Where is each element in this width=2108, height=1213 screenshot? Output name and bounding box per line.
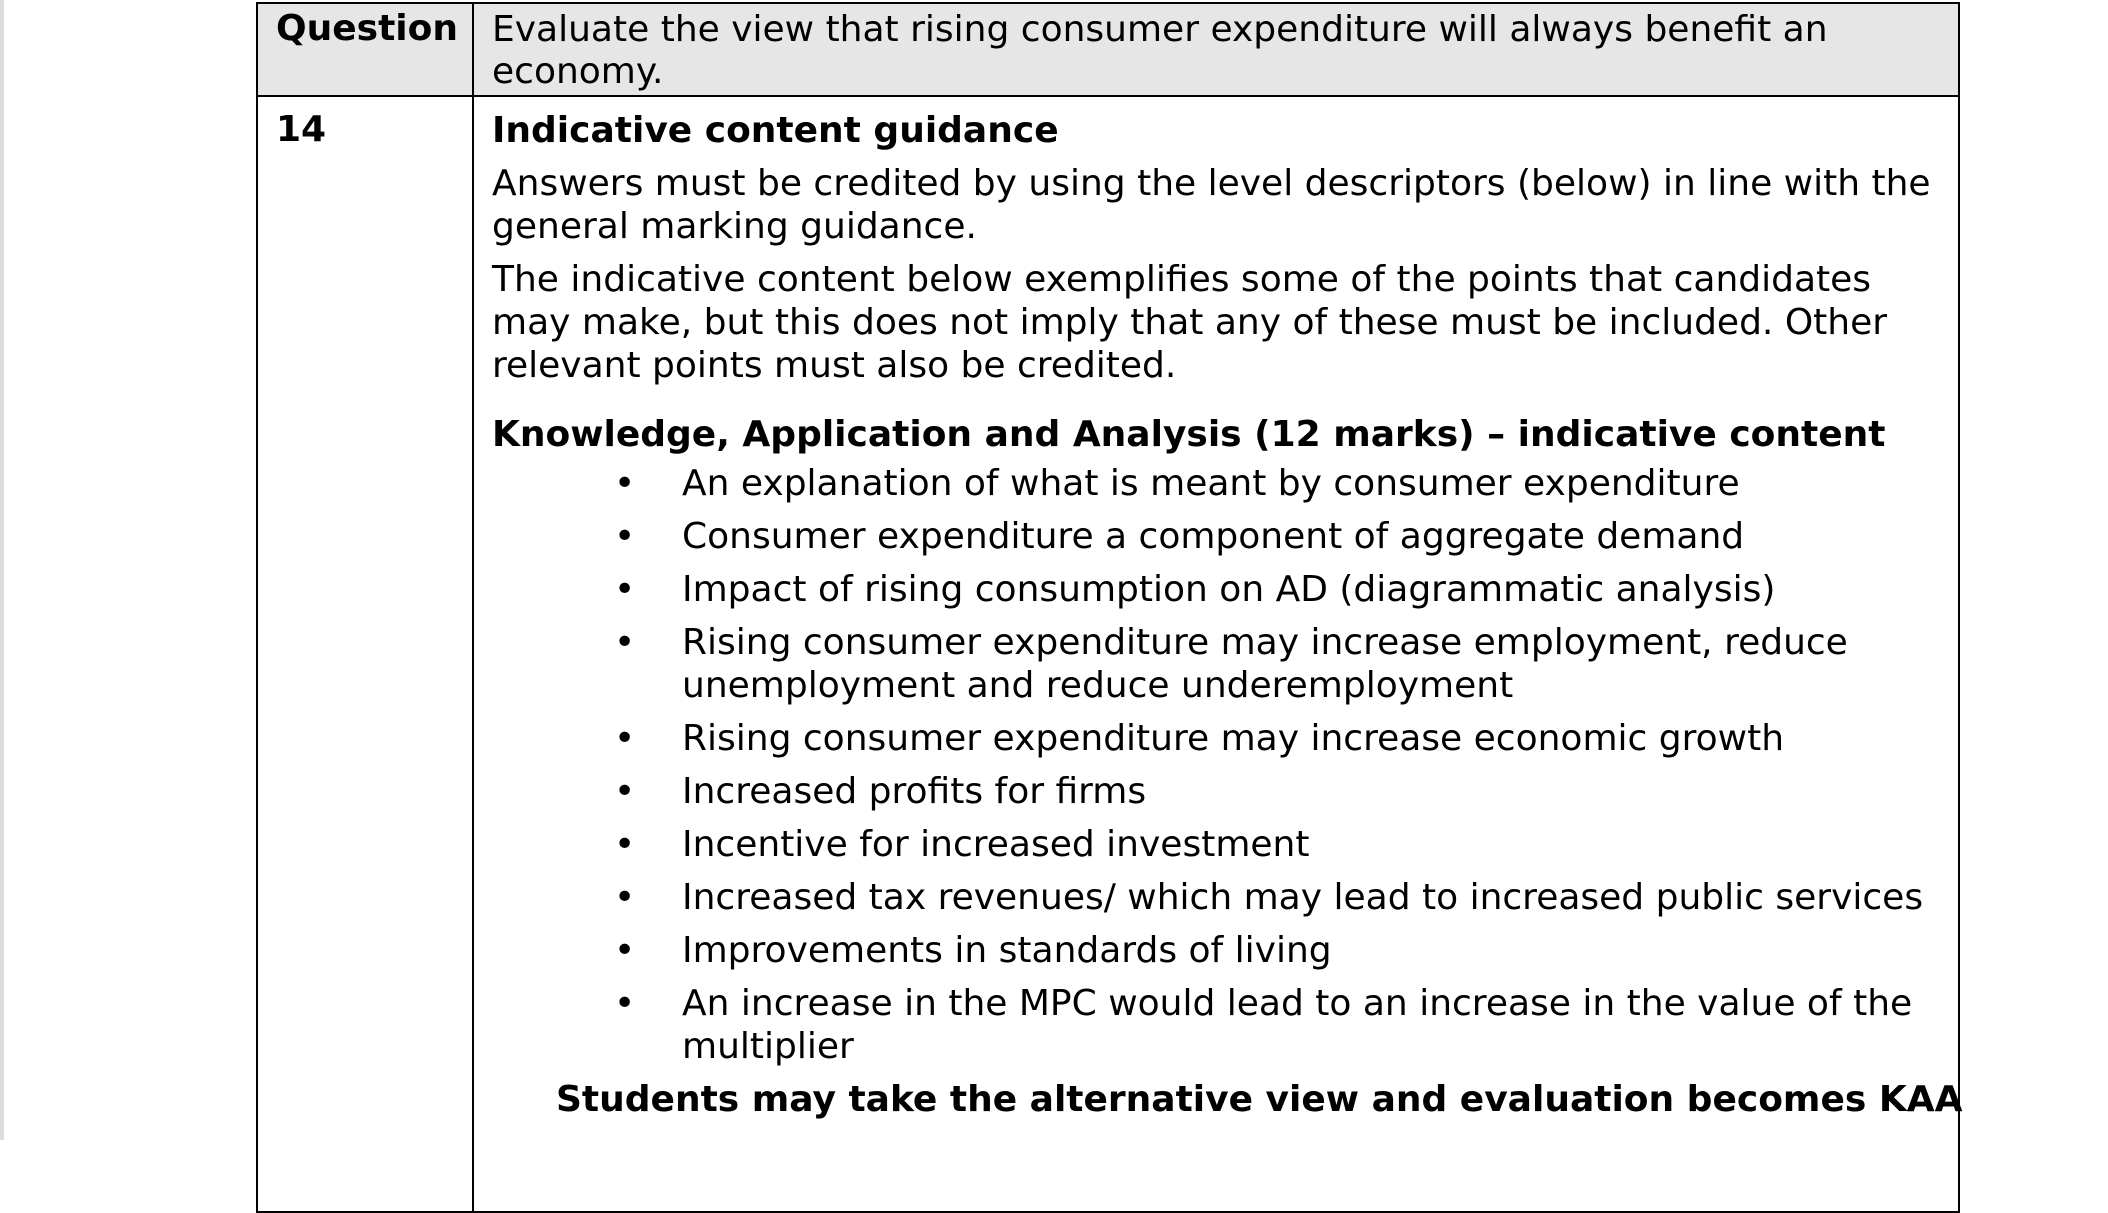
content-body <box>474 97 1963 1121</box>
question-number-cell <box>257 96 473 1212</box>
bullet-icon: • <box>614 983 636 1024</box>
bullet-icon: • <box>614 463 636 504</box>
question-text-cell <box>473 3 1959 96</box>
list-item-text: Incentive for increased investment <box>682 824 1310 865</box>
list-item <box>492 876 1944 919</box>
bullet-icon: • <box>614 771 636 812</box>
question-header-cell <box>257 3 473 96</box>
content-cell <box>473 96 1963 1212</box>
guidance-paragraph: The indicative content below exemplifies some of the points that candidates may make, but this does not imply that any of these must be included. Other relevant points must also be credited. <box>492 259 1888 386</box>
list-item <box>492 717 1944 760</box>
list-item <box>492 823 1944 866</box>
closing-note: Students may take the alternative view and evaluation becomes KAA <box>556 1079 1963 1120</box>
list-item <box>492 770 1944 813</box>
list-item-text: An increase in the MPC would lead to an increase in the value of the multiplier <box>682 983 1913 1067</box>
mark-scheme-table <box>256 2 1963 1213</box>
list-item-text: An explanation of what is meant by consumer expenditure <box>682 463 1740 504</box>
list-item <box>492 462 1944 505</box>
bullet-icon: • <box>614 622 636 663</box>
kaa-heading: Knowledge, Application and Analysis (12 marks) – indicative content <box>492 414 1886 455</box>
bullet-icon: • <box>614 824 636 865</box>
bullet-icon: • <box>614 569 636 610</box>
question-prompt: Evaluate the view that rising consumer expenditure will always benefit an economy. <box>492 9 1828 92</box>
list-item <box>492 929 1944 972</box>
list-item <box>492 568 1944 611</box>
table-header-row <box>257 3 1959 96</box>
bullet-icon: • <box>614 930 636 971</box>
guidance-title: Indicative content guidance <box>492 110 1059 151</box>
bullet-icon: • <box>614 516 636 557</box>
list-item-text: Increased tax revenues/ which may lead to increased public services <box>682 877 1924 918</box>
list-item-text: Improvements in standards of living <box>682 930 1332 971</box>
list-item-text: Rising consumer expenditure may increase employment, reduce unemployment and reduce underemployment <box>682 622 1848 706</box>
list-item-text: Consumer expenditure a component of aggregate demand <box>682 516 1745 557</box>
bullet-icon: • <box>614 877 636 918</box>
page-edge-strip <box>0 0 4 1140</box>
guidance-paragraph: Answers must be credited by using the level descriptors (below) in line with the general marking guidance. <box>492 163 1931 247</box>
table-body-row <box>257 96 1959 1212</box>
list-item-text: Rising consumer expenditure may increase economic growth <box>682 718 1785 759</box>
question-number: 14 <box>276 109 327 150</box>
list-item <box>492 982 1944 1068</box>
indicative-content-list <box>492 462 1944 1068</box>
list-item <box>492 621 1944 707</box>
list-item-text: Impact of rising consumption on AD (diagrammatic analysis) <box>682 569 1776 610</box>
list-item <box>492 515 1944 558</box>
bullet-icon: • <box>614 718 636 759</box>
list-item-text: Increased profits for firms <box>682 771 1147 812</box>
question-column-label: Question <box>276 8 458 49</box>
